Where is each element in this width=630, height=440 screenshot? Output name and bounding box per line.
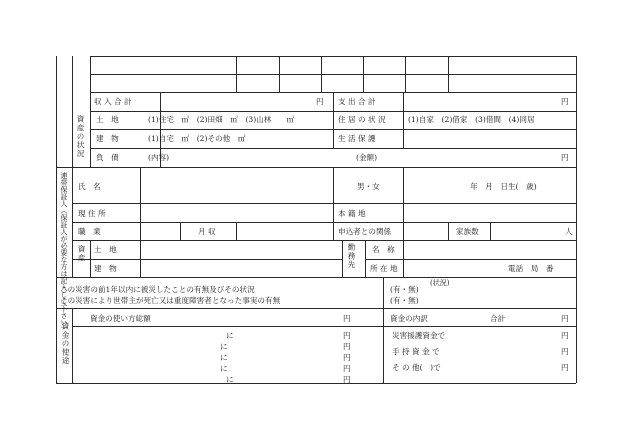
rule: [56, 383, 576, 384]
guarantor-domicile-label: 本 籍 地: [338, 209, 366, 218]
housing-label: 住 居 の 状 況: [338, 115, 386, 124]
funds-line-5-unit: 円: [343, 375, 351, 384]
funds-line-4: に: [220, 364, 228, 373]
guarantor-income-label: 月 収: [198, 227, 216, 236]
rule: [490, 222, 491, 240]
disaster-q2-answer: (有・無): [390, 296, 419, 305]
rule: [365, 240, 366, 277]
rule: [448, 222, 449, 240]
rule: [236, 222, 237, 240]
assets-building-options: (1)自宅 ㎡ (2)その他 ㎡: [148, 134, 246, 143]
rule: [403, 92, 404, 111]
funds-loan-label: 災害援護資金で: [392, 331, 446, 340]
rule: [448, 56, 449, 92]
assets-building-label: 建 物: [96, 134, 119, 143]
guarantor-gender: 男・女: [357, 182, 380, 191]
guarantor-work-label: 勤務先: [347, 243, 356, 269]
rule: [56, 167, 576, 168]
rule: [72, 308, 73, 383]
rule: [72, 56, 73, 277]
disaster-q1: この災害の前1年以内に被災したことの有無及びその状況: [60, 285, 255, 294]
expense-unit: 円: [561, 97, 569, 106]
assets-debt-content: (内容): [148, 153, 170, 162]
rule: [56, 56, 57, 383]
assets-land-label: 土 地: [96, 115, 119, 124]
rule: [140, 167, 141, 277]
guarantor-land-label: 土 地: [94, 245, 117, 254]
rule: [403, 111, 404, 148]
rule: [333, 167, 334, 222]
funds-breakdown-label: 資金の内訳: [390, 314, 428, 323]
funds-line-3: に: [220, 353, 228, 362]
guarantor-work-addr-label: 所 在 地: [370, 264, 398, 273]
funds-loan-unit: 円: [561, 331, 569, 340]
funds-other-unit: 円: [561, 363, 569, 372]
funds-line-2-unit: 円: [343, 342, 351, 351]
funds-line-3-unit: 円: [343, 353, 351, 362]
funds-line-1: に: [226, 331, 234, 340]
guarantor-address-label: 現 住 所: [78, 209, 106, 218]
assets-debt-amount: (金額): [356, 153, 378, 162]
rule: [383, 308, 384, 383]
rule: [279, 56, 280, 92]
assets-debt-unit: 円: [561, 153, 569, 162]
rule: [403, 240, 404, 277]
funds-total-label: 資金の使い方総額: [90, 314, 151, 323]
welfare-label: 生 活 保 護: [338, 134, 376, 143]
rule: [576, 56, 577, 383]
guarantor-property-label: 資産: [77, 245, 86, 263]
guarantor-family-label: 家族数: [456, 227, 479, 236]
rule: [72, 326, 576, 327]
funds-other-label: そ の 他( )で: [392, 363, 441, 372]
guarantor-work-name-label: 名 称: [372, 245, 395, 254]
rule: [90, 74, 576, 75]
funds-sum-label: 合計: [490, 314, 506, 323]
rule: [403, 222, 404, 240]
funds-sum-unit: 円: [561, 314, 569, 323]
rule: [56, 308, 576, 309]
rule: [333, 111, 334, 148]
disaster-q1-answer: (有・無): [390, 285, 419, 294]
funds-own-unit: 円: [561, 347, 569, 356]
rule: [72, 240, 576, 241]
funds-line-5: に: [226, 375, 234, 384]
funds-total-unit: 円: [343, 314, 351, 323]
funds-line-1-unit: 円: [343, 331, 351, 340]
guarantor-family-unit: 人: [565, 227, 573, 236]
rule: [321, 56, 322, 92]
rule: [90, 56, 91, 167]
disaster-q2: この災害により世帯主が死亡又は重度障害者となった事実の有無: [60, 296, 281, 305]
assets-section-label: 資産の状況: [76, 115, 85, 158]
rule: [365, 259, 576, 260]
rule: [72, 222, 576, 223]
assets-debt-label: 負 債: [96, 153, 119, 162]
rule: [333, 222, 334, 240]
guarantor-section-label: 連帯保証人（保証人が必要な方は記入して下さい）: [60, 172, 68, 333]
housing-options: (1)自家 (2)借家 (3)借間 (4)同居: [408, 115, 535, 124]
guarantor-building-label: 建 物: [94, 264, 117, 273]
funds-section-label: 資金の使途: [61, 322, 70, 365]
rule: [56, 277, 576, 278]
rule: [342, 240, 343, 277]
rule: [180, 222, 181, 240]
income-label: 収 入 合 計: [94, 97, 132, 106]
rule: [72, 203, 576, 204]
guarantor-birth: 年 月 日生( 歳): [470, 182, 537, 191]
funds-own-label: 手 持 資 金 で: [392, 347, 440, 356]
rule: [405, 56, 406, 92]
guarantor-relation-label: 申込者との関係: [338, 227, 392, 236]
guarantor-name-label: 氏 名: [78, 182, 101, 191]
funds-line-4-unit: 円: [343, 364, 351, 373]
disaster-q1-status: (状況): [430, 279, 450, 287]
guarantor-job-label: 職 業: [78, 227, 101, 236]
rule: [72, 259, 342, 260]
rule: [236, 56, 237, 92]
rule: [403, 167, 404, 222]
rule: [90, 148, 576, 149]
rule: [363, 56, 364, 92]
rule: [90, 56, 576, 57]
expense-label: 支 出 合 計: [338, 97, 376, 106]
rule: [333, 92, 334, 111]
rule: [90, 240, 91, 277]
income-unit: 円: [316, 97, 324, 106]
funds-line-2: に: [220, 342, 228, 351]
guarantor-phone-label: 電話 局 番: [508, 264, 554, 273]
assets-land-options: (1)住宅 ㎡ (2)田畑 ㎡ (3)山林 ㎡: [148, 115, 295, 124]
rule: [383, 277, 384, 308]
